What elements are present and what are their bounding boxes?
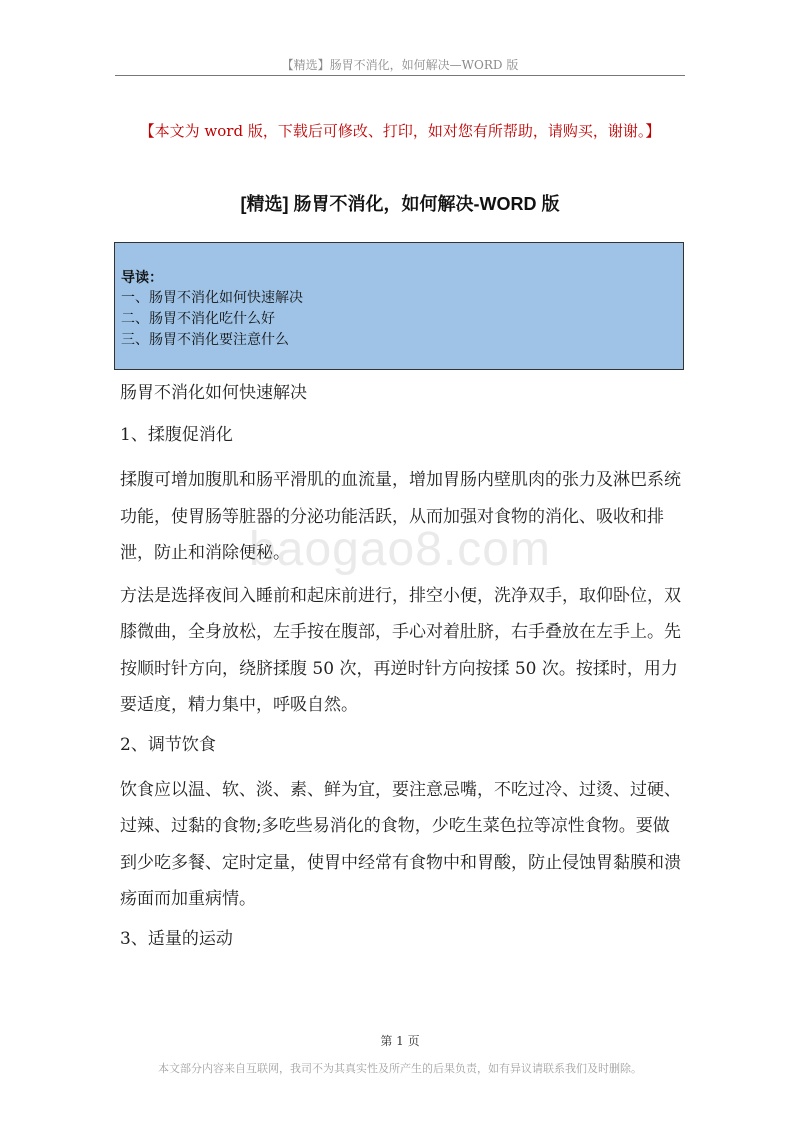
paragraph-massage-benefit: 揉腹可增加腹肌和肠平滑肌的血流量，增加胃肠内壁肌肉的张力及淋巴系统功能，使胃肠等脏器的分泌功能活跃，从而加强对食物的消化、吸收和排泄，防止和消除便秘。 [120,470,681,563]
page-header: 【精选】肠胃不消化，如何解决—WORD 版 [281,58,519,72]
footer-disclaimer: 本文部分内容来自互联网，我司不为其真实性及所产生的后果负责，如有异议请联系我们及时删除。 [158,1062,642,1075]
subheading-diet: 2、调节饮食 [120,734,216,755]
paragraph-diet: 饮食应以温、软、淡、素、鲜为宜，要注意忌嘴，不吃过冷、过烫、过硬、过辣、过黏的食物;多吃些易消化的食物，少吃生菜色拉等凉性食物。要做到少吃多餐、定时定量，使胃中经常有食物中和胃酸，防止侵蚀胃黏膜和溃疡面而加重病情。 [120,779,681,909]
subheading-massage: 1、揉腹促消化 [120,425,233,445]
article-body [120,378,682,966]
section-heading: 肠胃不消化如何快速解决 [120,383,307,403]
header-divider [115,75,685,76]
guide-item: 三、肠胃不消化要注意什么 [121,332,289,348]
paragraph-massage-method: 方法是选择夜间入睡前和起床前进行，排空小便，洗净双手，取仰卧位，双膝微曲，全身放松，左手按在腹部，手心对着肚脐，右手叠放在左手上。先按顺时针方向，绕脐揉腹 50 次，再逆时针方向按揉 50 次。按揉时，用力要适度，精力集中，呼吸自然。 [120,585,681,715]
guide-item: 二、肠胃不消化吃什么好 [121,311,275,327]
page-number: 第 1 页 [380,1034,420,1048]
document-title: [精选] 肠胃不消化，如何解决-WORD 版 [240,194,560,214]
watermark: baogao8.com [249,523,551,576]
guide-label: 导读： [121,269,163,285]
subheading-exercise: 3、适量的运动 [120,928,233,949]
guide-box [114,242,684,370]
guide-item: 一、肠胃不消化如何快速解决 [121,290,303,306]
download-notice: 【本文为 word 版，下载后可修改、打印，如对您有所帮助，请购买，谢谢。】 [139,122,661,140]
